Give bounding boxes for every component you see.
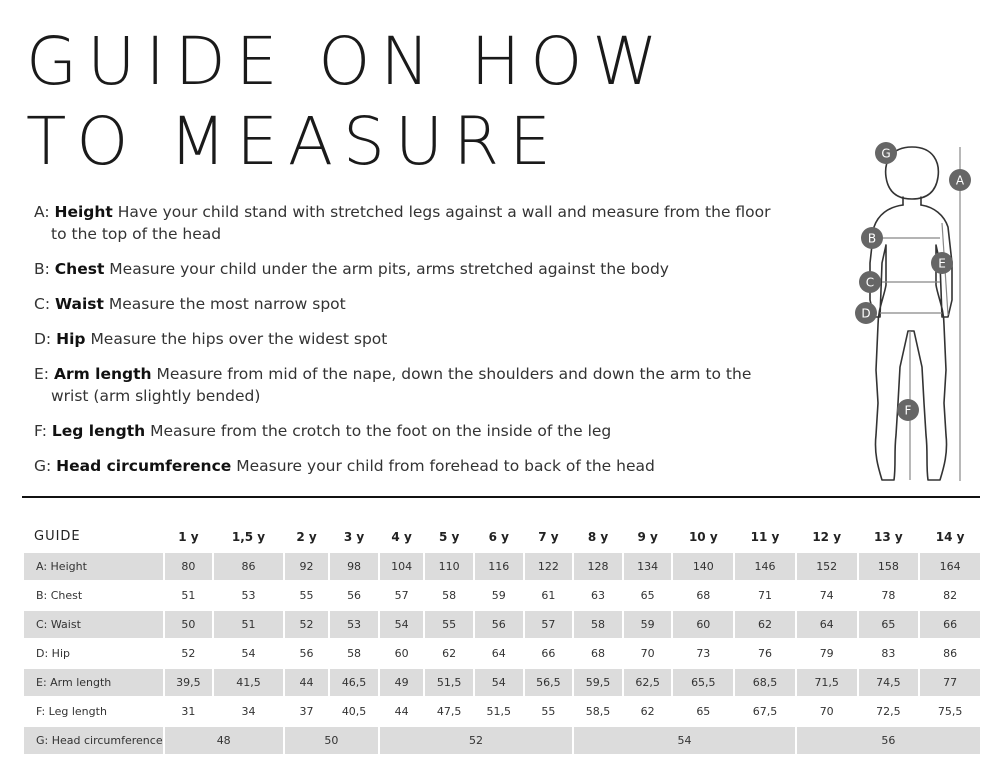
title-line-1: GUIDE ON HOW <box>26 23 668 100</box>
table-cell: 62 <box>735 611 795 638</box>
instruction-height <box>34 201 774 245</box>
instruction-term: Head circumference <box>56 457 232 475</box>
instruction-key: A: <box>34 203 50 221</box>
table-cell: 61 <box>541 589 556 602</box>
table-row-arm-length <box>24 669 980 696</box>
instruction-term: Arm length <box>53 365 152 383</box>
row-label: A: Height <box>24 553 163 580</box>
table-cell: 152 <box>797 553 857 580</box>
age-header: 10 y <box>688 529 718 544</box>
table-cell: 59 <box>624 611 672 638</box>
table-cell: 56 <box>475 611 523 638</box>
instruction-term: Leg length <box>51 422 146 440</box>
table-cell: 62 <box>442 647 457 660</box>
table-cell: 56,5 <box>525 669 573 696</box>
instruction-text: Measure the most narrow spot <box>108 295 346 313</box>
instruction-text: Measure from mid of the nape, down the shoulders and down the arm to the <box>156 365 752 383</box>
instruction-text: Measure your child under the arm pits, arms stretched against the body <box>109 260 669 278</box>
table-cell: 53 <box>330 611 378 638</box>
marker-label-g: G <box>881 146 891 161</box>
age-header: 9 y <box>637 529 658 544</box>
size-table-body <box>24 553 980 754</box>
table-cell: 66 <box>541 647 556 660</box>
table-row-chest <box>24 582 980 609</box>
table-cell: 51,5 <box>425 669 473 696</box>
table-cell: 71 <box>758 589 772 602</box>
table-cell: 58 <box>574 611 622 638</box>
table-cell: 140 <box>673 553 733 580</box>
table-cell: 34 <box>241 705 256 718</box>
table-cell: 75,5 <box>937 705 963 718</box>
table-cell: 64 <box>797 611 857 638</box>
table-cell: 59 <box>491 589 506 602</box>
table-row-height <box>24 553 980 580</box>
table-cell: 54 <box>574 727 795 754</box>
page-title <box>26 22 668 182</box>
table-cell: 68 <box>696 589 711 602</box>
table-cell: 70 <box>819 705 834 718</box>
table-cell: 55 <box>425 611 473 638</box>
marker-label-b: B <box>867 231 877 246</box>
age-header: 4 y <box>391 529 412 544</box>
marker-label-f: F <box>904 403 912 418</box>
instruction-term: Chest <box>54 260 105 278</box>
age-header: 14 y <box>935 529 965 544</box>
table-cell: 65,5 <box>673 669 733 696</box>
instruction-key: E: <box>34 365 50 383</box>
table-cell: 51 <box>181 589 196 602</box>
instruction-key: F: <box>34 422 47 440</box>
table-cell: 76 <box>758 647 772 660</box>
table-cell: 65 <box>696 705 711 718</box>
table-cell: 58 <box>347 647 362 660</box>
instruction-term: Hip <box>56 330 86 348</box>
instruction-key: D: <box>34 330 52 348</box>
table-cell: 66 <box>920 611 980 638</box>
instruction-key: C: <box>34 295 51 313</box>
table-cell: 57 <box>525 611 573 638</box>
instruction-key: B: <box>34 260 50 278</box>
row-label: E: Arm length <box>24 669 163 696</box>
instruction-term: Height <box>54 203 113 221</box>
child-body-figure <box>850 135 980 485</box>
row-label: C: Waist <box>24 611 163 638</box>
table-cell: 39,5 <box>165 669 213 696</box>
age-header: 13 y <box>874 529 903 544</box>
table-cell: 82 <box>943 589 958 602</box>
table-cell: 37 <box>299 705 314 718</box>
table-cell: 51,5 <box>486 705 512 718</box>
instruction-arm-length <box>34 363 774 407</box>
instruction-waist <box>34 293 774 315</box>
table-cell: 71,5 <box>797 669 857 696</box>
instruction-text-cont: wrist (arm slightly bended) <box>51 387 261 405</box>
figure-body-outline <box>867 205 952 480</box>
age-header: 6 y <box>488 529 509 544</box>
table-cell: 73 <box>696 647 711 660</box>
table-cell: 134 <box>624 553 672 580</box>
table-cell: 164 <box>920 553 980 580</box>
table-cell: 47,5 <box>436 705 462 718</box>
table-cell: 59,5 <box>574 669 622 696</box>
instruction-leg-length <box>34 420 774 442</box>
table-cell: 128 <box>574 553 622 580</box>
table-cell: 48 <box>165 727 283 754</box>
instruction-chest <box>34 258 774 280</box>
table-cell: 56 <box>347 589 362 602</box>
table-cell: 58 <box>442 589 457 602</box>
row-label: D: Hip <box>36 647 70 660</box>
table-cell: 74 <box>819 589 834 602</box>
instruction-key: G: <box>34 457 52 475</box>
table-cell: 54 <box>380 611 423 638</box>
age-header: 7 y <box>538 529 559 544</box>
instruction-text: Measure from the crotch to the foot on the inside of the leg <box>150 422 612 440</box>
table-row-leg-length <box>24 698 980 725</box>
age-header: 1,5 y <box>231 529 266 544</box>
table-cell: 49 <box>380 669 423 696</box>
title-line-2: TO MEASURE <box>26 103 561 180</box>
table-cell: 158 <box>859 553 919 580</box>
table-cell: 77 <box>920 669 980 696</box>
table-cell: 83 <box>881 647 896 660</box>
instruction-text-cont: to the top of the head <box>51 225 222 243</box>
table-cell: 78 <box>881 589 896 602</box>
table-row-waist <box>24 611 980 638</box>
table-cell: 110 <box>425 553 473 580</box>
table-cell: 54 <box>475 669 523 696</box>
table-cell: 74,5 <box>859 669 919 696</box>
table-cell: 64 <box>491 647 506 660</box>
table-cell: 53 <box>241 589 256 602</box>
instruction-text: Have your child stand with stretched legs against a wall and measure from the floor <box>117 203 771 221</box>
table-cell: 65 <box>640 589 655 602</box>
row-label: B: Chest <box>36 589 83 602</box>
instruction-hip <box>34 328 774 350</box>
table-row-head-circumference <box>24 727 980 754</box>
table-cell: 40,5 <box>341 705 367 718</box>
table-cell: 41,5 <box>214 669 283 696</box>
instruction-term: Waist <box>54 295 104 313</box>
table-cell: 72,5 <box>876 705 901 718</box>
age-header: 5 y <box>438 529 460 544</box>
table-cell: 79 <box>819 647 834 660</box>
age-header: 3 y <box>343 529 365 544</box>
table-cell: 56 <box>797 727 980 754</box>
table-cell: 46,5 <box>330 669 378 696</box>
table-cell: 58,5 <box>585 705 611 718</box>
table-cell: 60 <box>673 611 733 638</box>
section-divider <box>22 496 980 498</box>
table-cell: 55 <box>541 705 556 718</box>
table-cell: 63 <box>591 589 606 602</box>
table-cell: 44 <box>394 705 409 718</box>
table-row-hip <box>24 640 980 667</box>
table-cell: 68,5 <box>735 669 795 696</box>
row-label: G: Head circumference <box>24 727 163 754</box>
table-cell: 52 <box>285 611 328 638</box>
table-cell: 52 <box>380 727 572 754</box>
table-header-guide: GUIDE <box>34 529 81 544</box>
age-header: 1 y <box>178 529 199 544</box>
table-cell: 31 <box>181 705 196 718</box>
instruction-text: Measure the hips over the widest spot <box>90 330 388 348</box>
table-cell: 86 <box>214 553 283 580</box>
age-header: 2 y <box>296 529 317 544</box>
age-header: 12 y <box>812 529 842 544</box>
table-cell: 62 <box>640 705 655 718</box>
table-header-row <box>24 522 980 551</box>
size-table <box>22 520 982 756</box>
table-cell: 51 <box>214 611 283 638</box>
table-cell: 56 <box>299 647 314 660</box>
table-cell: 54 <box>241 647 256 660</box>
age-header: 11 y <box>750 529 780 544</box>
table-cell: 86 <box>943 647 958 660</box>
instruction-head-circumference <box>34 455 774 477</box>
table-cell: 52 <box>181 647 196 660</box>
instruction-text: Measure your child from forehead to back of the head <box>236 457 655 475</box>
marker-label-c: C <box>865 275 875 290</box>
measurement-instructions <box>34 201 774 490</box>
table-cell: 122 <box>525 553 573 580</box>
table-cell: 68 <box>591 647 606 660</box>
table-cell: 70 <box>640 647 655 660</box>
table-cell: 50 <box>165 611 213 638</box>
marker-label-a: A <box>955 173 965 188</box>
table-cell: 116 <box>475 553 523 580</box>
table-cell: 80 <box>165 553 213 580</box>
table-cell: 146 <box>735 553 795 580</box>
table-cell: 60 <box>394 647 409 660</box>
table-cell: 50 <box>285 727 378 754</box>
row-label: F: Leg length <box>36 705 107 718</box>
table-cell: 55 <box>299 589 314 602</box>
marker-label-e: E <box>938 256 946 271</box>
table-cell: 67,5 <box>752 705 778 718</box>
table-cell: 44 <box>285 669 328 696</box>
table-cell: 92 <box>285 553 328 580</box>
marker-label-d: D <box>861 306 871 321</box>
table-cell: 57 <box>394 589 409 602</box>
table-cell: 98 <box>330 553 378 580</box>
table-cell: 104 <box>380 553 423 580</box>
table-cell: 65 <box>859 611 919 638</box>
age-header: 8 y <box>587 529 609 544</box>
table-cell: 62,5 <box>624 669 672 696</box>
